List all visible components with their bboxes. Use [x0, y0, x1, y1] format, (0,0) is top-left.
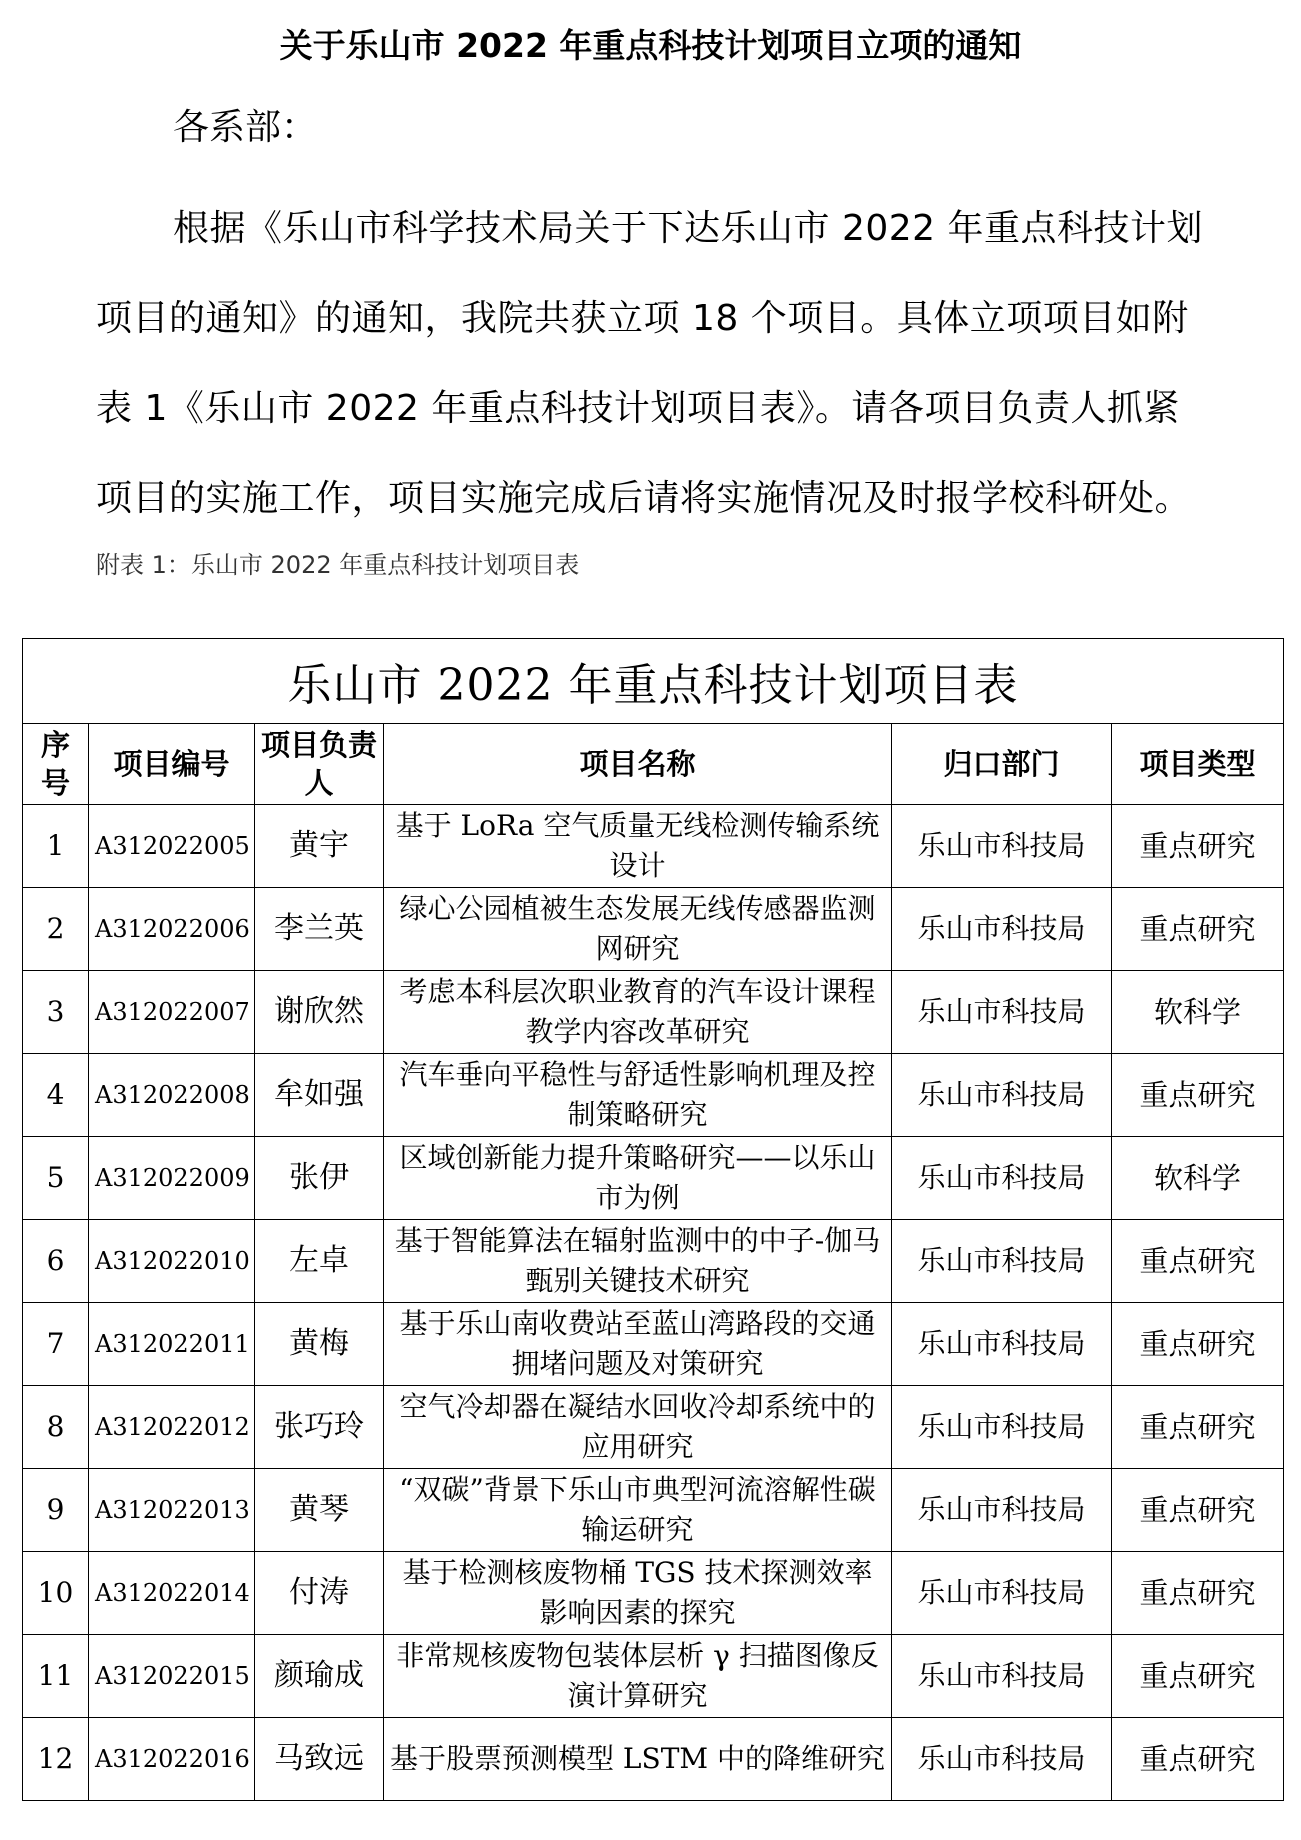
table-row: [23, 1469, 1284, 1552]
row-type: 软科学: [1112, 1137, 1284, 1220]
table-row: [23, 1635, 1284, 1718]
row-code: A312022014: [89, 1552, 255, 1635]
row-leader: 谢欣然: [255, 971, 384, 1054]
row-code: A312022010: [89, 1220, 255, 1303]
row-no: 5: [23, 1137, 89, 1220]
row-leader: 黄梅: [255, 1303, 384, 1386]
table-row: [23, 1303, 1284, 1386]
row-project-name: 汽车垂向平稳性与舒适性影响机理及控制策略研究: [384, 1054, 892, 1137]
row-dept: 乐山市科技局: [892, 1469, 1112, 1552]
row-project-name: 非常规核废物包装体层析 γ 扫描图像反演计算研究: [384, 1635, 892, 1718]
table-row: [23, 805, 1284, 888]
row-no: 8: [23, 1386, 89, 1469]
row-dept: 乐山市科技局: [892, 1718, 1112, 1801]
table-row: [23, 1386, 1284, 1469]
table-body: [23, 805, 1284, 1801]
row-code: A312022007: [89, 971, 255, 1054]
row-project-name: 基于乐山南收费站至蓝山湾路段的交通拥堵问题及对策研究: [384, 1303, 892, 1386]
row-dept: 乐山市科技局: [892, 805, 1112, 888]
row-leader: 李兰英: [255, 888, 384, 971]
body-paragraph: 根据《乐山市科学技术局关于下达乐山市 2022 年重点科技计划项目的通知》的通知，我院共获立项 18 个项目。具体立项项目如附表 1《乐山市 2022 年重点科技计划项目表》。请各项目负责人抓紧项目的实施工作，项目实施完成后请将实施情况及时报学校科研处。: [96, 208, 1204, 519]
row-project-name: 考虑本科层次职业教育的汽车设计课程教学内容改革研究: [384, 971, 892, 1054]
table-row: [23, 1552, 1284, 1635]
header-leader: 项目负责人: [255, 724, 384, 805]
row-leader: 左卓: [255, 1220, 384, 1303]
row-leader: 黄宇: [255, 805, 384, 888]
table-header-row: [23, 724, 1284, 805]
row-no: 2: [23, 888, 89, 971]
row-leader: 张伊: [255, 1137, 384, 1220]
table-row: [23, 1137, 1284, 1220]
row-type: 重点研究: [1112, 888, 1284, 971]
table-row: [23, 1718, 1284, 1801]
row-dept: 乐山市科技局: [892, 1552, 1112, 1635]
row-code: A312022013: [89, 1469, 255, 1552]
row-project-name: 基于智能算法在辐射监测中的中子-伽马甄别关键技术研究: [384, 1220, 892, 1303]
appendix-note: 附表 1：乐山市 2022 年重点科技计划项目表: [96, 551, 580, 579]
row-leader: 付涛: [255, 1552, 384, 1635]
row-type: 软科学: [1112, 971, 1284, 1054]
row-dept: 乐山市科技局: [892, 1303, 1112, 1386]
row-no: 4: [23, 1054, 89, 1137]
project-table: [22, 638, 1284, 1801]
document-title: 关于乐山市 2022 年重点科技计划项目立项的通知: [279, 26, 1022, 65]
row-dept: 乐山市科技局: [892, 888, 1112, 971]
row-type: 重点研究: [1112, 1220, 1284, 1303]
row-project-name: 空气冷却器在凝结水回收冷却系统中的应用研究: [384, 1386, 892, 1469]
row-dept: 乐山市科技局: [892, 1220, 1112, 1303]
row-leader: 颜瑜成: [255, 1635, 384, 1718]
table-title: 乐山市 2022 年重点科技计划项目表: [23, 639, 1284, 724]
row-dept: 乐山市科技局: [892, 1635, 1112, 1718]
row-type: 重点研究: [1112, 1469, 1284, 1552]
row-type: 重点研究: [1112, 1303, 1284, 1386]
row-dept: 乐山市科技局: [892, 1386, 1112, 1469]
row-type: 重点研究: [1112, 1718, 1284, 1801]
row-leader: 牟如强: [255, 1054, 384, 1137]
row-code: A312022016: [89, 1718, 255, 1801]
row-code: A312022015: [89, 1635, 255, 1718]
row-dept: 乐山市科技局: [892, 971, 1112, 1054]
project-table-container: [22, 638, 1283, 1801]
table-row: [23, 888, 1284, 971]
row-no: 1: [23, 805, 89, 888]
row-type: 重点研究: [1112, 1054, 1284, 1137]
row-dept: 乐山市科技局: [892, 1054, 1112, 1137]
row-no: 7: [23, 1303, 89, 1386]
row-dept: 乐山市科技局: [892, 1137, 1112, 1220]
row-no: 10: [23, 1552, 89, 1635]
header-name: 项目名称: [384, 724, 892, 805]
row-no: 6: [23, 1220, 89, 1303]
row-project-name: “双碳”背景下乐山市典型河流溶解性碳输运研究: [384, 1469, 892, 1552]
row-code: A312022009: [89, 1137, 255, 1220]
row-no: 12: [23, 1718, 89, 1801]
row-no: 3: [23, 971, 89, 1054]
row-code: A312022006: [89, 888, 255, 971]
header-no: 序号: [23, 724, 89, 805]
table-row: [23, 1220, 1284, 1303]
row-project-name: 基于股票预测模型 LSTM 中的降维研究: [384, 1718, 892, 1801]
row-project-name: 区域创新能力提升策略研究——以乐山市为例: [384, 1137, 892, 1220]
header-dept: 归口部门: [892, 724, 1112, 805]
row-leader: 马致远: [255, 1718, 384, 1801]
header-code: 项目编号: [89, 724, 255, 805]
table-row: [23, 971, 1284, 1054]
row-project-name: 基于 LoRa 空气质量无线检测传输系统设计: [384, 805, 892, 888]
row-no: 11: [23, 1635, 89, 1718]
row-leader: 张巧玲: [255, 1386, 384, 1469]
header-type: 项目类型: [1112, 724, 1284, 805]
row-code: A312022011: [89, 1303, 255, 1386]
row-code: A312022012: [89, 1386, 255, 1469]
table-row: [23, 1054, 1284, 1137]
row-code: A312022008: [89, 1054, 255, 1137]
row-code: A312022005: [89, 805, 255, 888]
row-type: 重点研究: [1112, 805, 1284, 888]
row-project-name: 基于检测核废物桶 TGS 技术探测效率影响因素的探究: [384, 1552, 892, 1635]
row-leader: 黄琴: [255, 1469, 384, 1552]
row-type: 重点研究: [1112, 1386, 1284, 1469]
row-type: 重点研究: [1112, 1635, 1284, 1718]
row-type: 重点研究: [1112, 1552, 1284, 1635]
row-project-name: 绿心公园植被生态发展无线传感器监测网研究: [384, 888, 892, 971]
salutation: 各系部：: [173, 107, 318, 148]
row-no: 9: [23, 1469, 89, 1552]
